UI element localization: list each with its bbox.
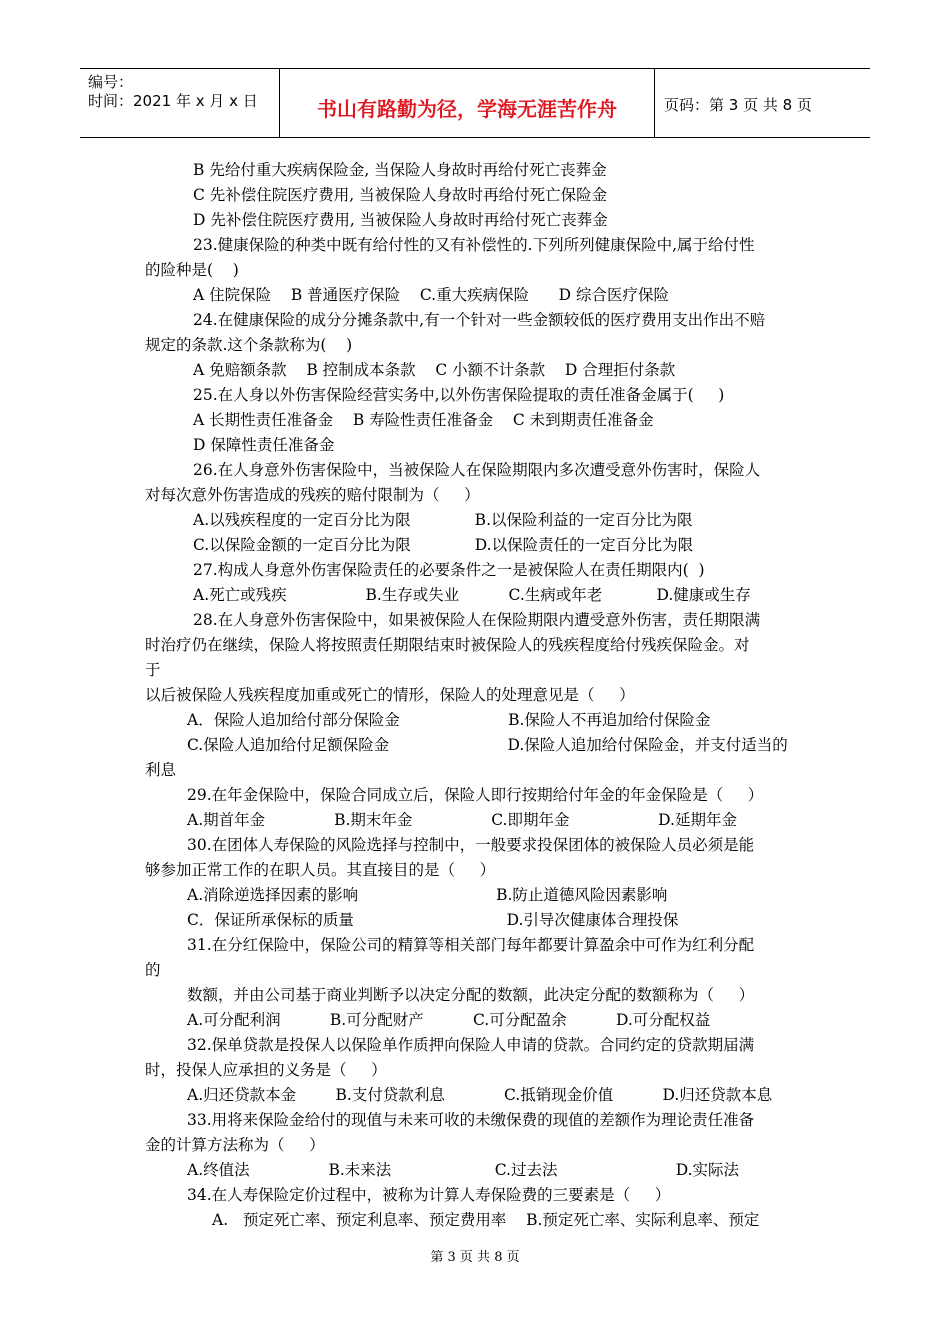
text-line: A.以残疾程度的一定百分比为限 B.以保险利益的一定百分比为限 (193, 511, 693, 529)
date-label: 时间：2021 年 x 月 x 日 (88, 92, 258, 110)
text-line: A.期首年金 B.期末年金 C.即期年金 D.延期年金 (187, 811, 737, 829)
text-line: 32.保单贷款是投保人以保险单作质押向保险人申请的贷款。合同约定的贷款期届满 (187, 1036, 755, 1054)
text-line: D 先补偿住院医疗费用, 当被保险人身故时再给付死亡丧葬金 (193, 211, 608, 229)
text-line: 对每次意外伤害造成的残疾的赔付限制为（ ） (145, 486, 480, 504)
text-line: A. 预定死亡率、预定利息率、预定费用率 B.预定死亡率、实际利息率、预定 (212, 1211, 760, 1229)
page-number-label: 页码：第 3 页 共 8 页 (664, 96, 812, 114)
text-line: 25.在人身以外伤害保险经营实务中,以外伤害保险提取的责任准备金属于( ) (193, 386, 725, 404)
text-line: 的 (145, 961, 161, 979)
text-line: 27.构成人身意外伤害保险责任的必要条件之一是被保险人在责任期限内( ) (193, 561, 705, 579)
header-motto-cell (280, 69, 655, 137)
text-line: C.以保险金额的一定百分比为限 D.以保险责任的一定百分比为限 (193, 536, 694, 554)
text-line: C．保证所承保标的质量 D.引导次健康体合理投保 (187, 911, 679, 929)
text-line: B 先给付重大疾病保险金, 当保险人身故时再给付死亡丧葬金 (193, 161, 607, 179)
text-line: 利息 (145, 761, 177, 779)
text-line: 31.在分红保险中，保险公司的精算等相关部门每年都要计算盈余中可作为红利分配 (187, 936, 755, 954)
text-line: A.归还贷款本金 B.支付贷款利息 C.抵销现金价值 D.归还贷款本息 (187, 1086, 773, 1104)
header-page-cell (654, 69, 870, 137)
page-footer: 第 3 页 共 8 页 (430, 1250, 520, 1265)
text-line: 数额，并由公司基于商业判断予以决定分配的数额，此决定分配的数额称为（ ） (187, 986, 755, 1004)
text-line: A 长期性责任准备金 B 寿险性责任准备金 C 未到期责任准备金 (193, 411, 654, 429)
text-line: 23.健康保险的种类中既有给付性的又有补偿性的.下列所列健康保险中,属于给付性 (193, 236, 755, 254)
text-line: 33.用将来保险金给付的现值与未来可收的未缴保费的现值的差额作为理论责任准备 (187, 1111, 755, 1129)
text-line: 时，投保人应承担的义务是（ ） (145, 1061, 387, 1079)
text-line: C 先补偿住院医疗费用, 当被保险人身故时再给付死亡保险金 (193, 186, 608, 204)
text-line: 29.在年金保险中，保险合同成立后，保险人即行按期给付年金的年金保险是（ ） (187, 786, 764, 804)
text-line: 的险种是( ) (145, 261, 239, 279)
code-label: 编号： (88, 73, 134, 91)
text-line: 时治疗仍在继续，保险人将按照责任期限结束时被保险人的残疾程度给付残疾保险金。对 (145, 636, 750, 654)
header-info (80, 69, 280, 137)
text-line: 金的计算方法称为（ ） (145, 1136, 325, 1154)
text-line: 够参加正常工作的在职人员。其直接目的是（ ） (145, 861, 496, 879)
text-line: 以后被保险人残疾程度加重或死亡的情形，保险人的处理意见是（ ） (145, 686, 635, 704)
page-header (80, 68, 870, 138)
motto-text: 书山有路勤为径，学海无涯苦作舟 (317, 97, 617, 121)
text-line: 30.在团体人寿保险的风险选择与控制中，一般要求投保团体的被保险人员必须是能 (187, 836, 755, 854)
text-line: A.死亡或残疾 B.生存或失业 C.生病或年老 D.健康或生存 (193, 586, 751, 604)
text-line: 26.在人身意外伤害保险中，当被保险人在保险期限内多次遭受意外伤害时，保险人 (193, 461, 761, 479)
text-line: 34.在人寿保险定价过程中，被称为计算人寿保险费的三要素是（ ） (187, 1186, 671, 1204)
text-line: 28.在人身意外伤害保险中，如果被保险人在保险期限内遭受意外伤害，责任期限满 (193, 611, 761, 629)
text-line: A 住院保险 B 普通医疗保险 C.重大疾病保险 D 综合医疗保险 (193, 286, 670, 304)
text-line: D 保障性责任准备金 (193, 436, 335, 454)
text-line: A 免赔额条款 B 控制成本条款 C 小额不计条款 D 合理拒付条款 (193, 361, 676, 379)
text-line: A．保险人追加给付部分保险金 B.保险人不再追加给付保险金 (187, 711, 711, 729)
text-line: 规定的条款.这个条款称为( ) (145, 336, 353, 354)
text-line: C.保险人追加给付足额保险金 D.保险人追加给付保险金，并支付适当的 (187, 736, 788, 754)
text-line: A.终值法 B.未来法 C.过去法 D.实际法 (187, 1161, 740, 1179)
text-line: A.可分配利润 B.可分配财产 C.可分配盈余 D.可分配权益 (187, 1011, 711, 1029)
text-line: 于 (145, 661, 161, 679)
text-line: A.消除逆选择因素的影响 B.防止道德风险因素影响 (187, 886, 668, 904)
text-line: 24.在健康保险的成分分摊条款中,有一个针对一些金额较低的医疗费用支出作出不赔 (193, 311, 766, 329)
